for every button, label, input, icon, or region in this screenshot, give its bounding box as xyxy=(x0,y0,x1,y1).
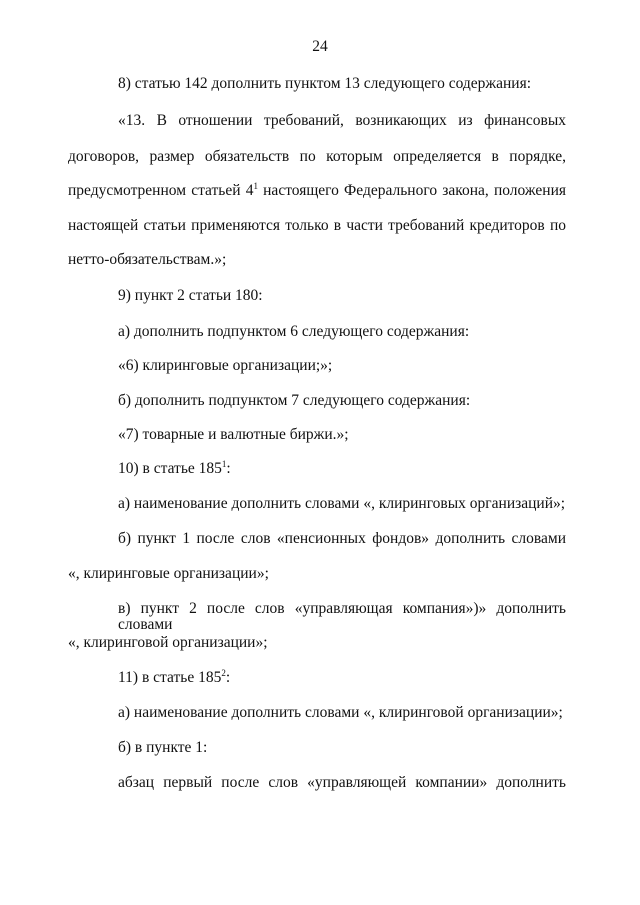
superscript: 2 xyxy=(221,667,226,678)
text-segment: настоящего Федерального закона, положения xyxy=(257,182,567,199)
text-segment: 10) в статье 185 xyxy=(118,460,222,477)
paragraph-line: абзац первый после слов «управляющей компании» дополнить xyxy=(118,774,566,791)
paragraph-line: «6) клиринговые организации;»; xyxy=(118,357,333,374)
paragraph-line: а) дополнить подпунктом 6 следующего содержания: xyxy=(118,323,470,340)
superscript: 1 xyxy=(253,180,258,191)
paragraph-line xyxy=(68,180,567,199)
paragraph-line: настоящей статьи применяются только в части требований кредиторов по xyxy=(68,217,566,234)
page-number: 24 xyxy=(312,38,328,55)
paragraph-line: а) наименование дополнить словами «, клиринговой организации»; xyxy=(118,704,563,721)
paragraph-line: а) наименование дополнить словами «, клиринговых организаций»; xyxy=(118,495,566,512)
text-segment: предусмотренном статьей 4 xyxy=(68,182,254,199)
paragraph-line: в) пункт 2 после слов «управляющая компания»)» дополнить словами xyxy=(118,600,566,633)
paragraph-line: «13. В отношении требований, возникающих из финансовых xyxy=(118,112,566,129)
paragraph-line: б) пункт 1 после слов «пенсионных фондов» дополнить словами xyxy=(118,530,566,547)
paragraph-line: 8) статью 142 дополнить пунктом 13 следующего содержания: xyxy=(118,75,532,92)
superscript: 1 xyxy=(221,458,227,469)
paragraph-line: 9) пункт 2 статьи 180: xyxy=(118,287,263,304)
paragraph-line: «, клиринговой организации»; xyxy=(68,634,268,651)
text-segment: : xyxy=(225,669,231,686)
paragraph-line: договоров, размер обязательств по которым определяется в порядке, xyxy=(68,148,566,165)
paragraph-line xyxy=(118,458,231,477)
text-segment: : xyxy=(226,460,231,477)
paragraph-line: «7) товарные и валютные биржи.»; xyxy=(118,426,349,443)
paragraph-line xyxy=(118,667,231,686)
paragraph-line: нетто-обязательствам.»; xyxy=(68,251,227,268)
paragraph-line: «, клиринговые организации»; xyxy=(68,565,269,582)
paragraph-line: б) дополнить подпунктом 7 следующего содержания: xyxy=(118,392,471,409)
paragraph-line: б) в пункте 1: xyxy=(118,739,208,756)
text-segment: 11) в статье 185 xyxy=(118,669,222,686)
